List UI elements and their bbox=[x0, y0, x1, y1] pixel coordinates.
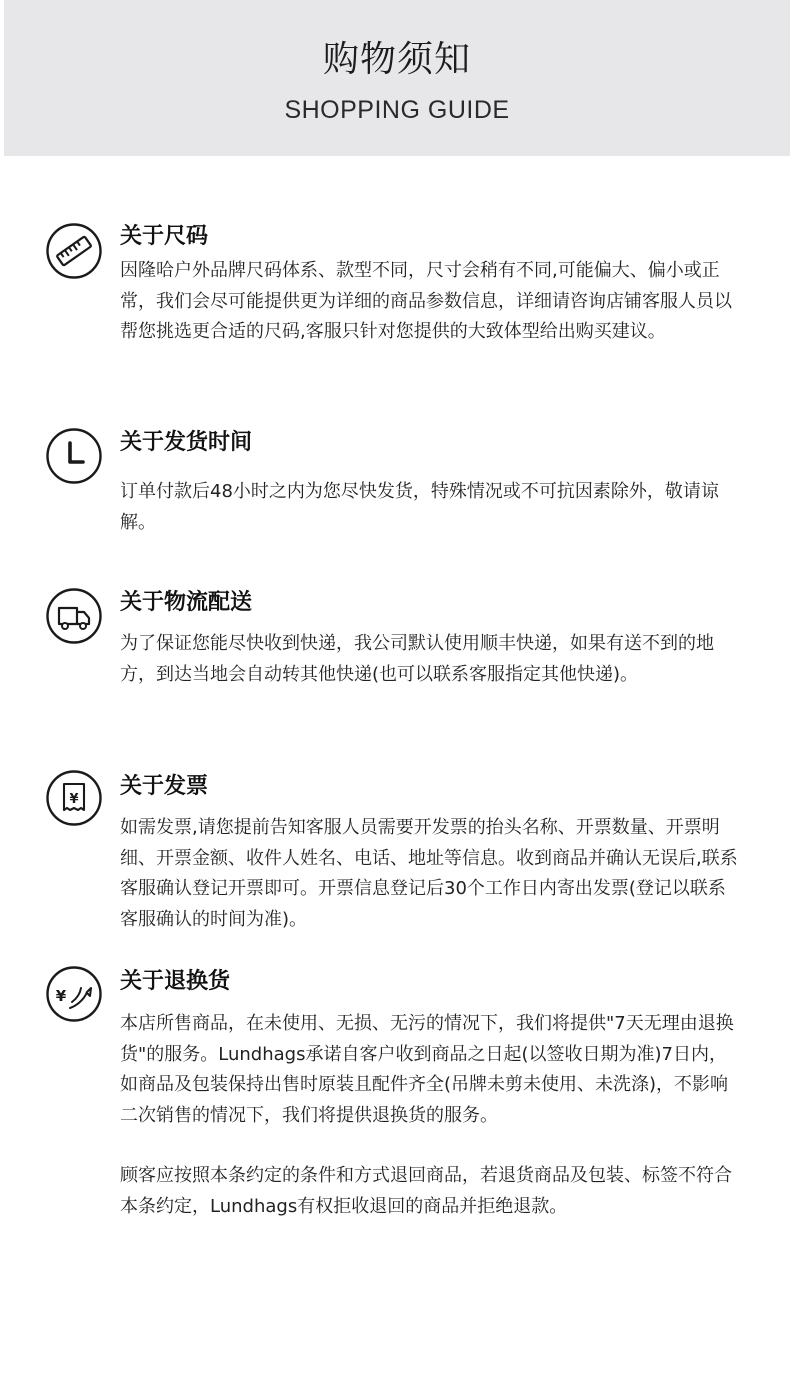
money-return-icon bbox=[46, 966, 102, 1022]
section-paragraph: 如需发票,请您提前告知客服人员需要开发票的抬头名称、开票数量、开票明细、开票金额、收件人姓名、电话、地址等信息。收到商品并确认无误后,联系客服确认登记开票即可。开票信息登记后30个工作日内寄出发票(登记以联系客服确认的时间为准)。 bbox=[120, 817, 738, 930]
ruler-icon bbox=[46, 223, 102, 279]
delivery-truck-icon bbox=[46, 588, 102, 644]
section-title: 关于物流配送 bbox=[120, 590, 253, 615]
section-body bbox=[120, 813, 740, 935]
clock-icon bbox=[46, 428, 102, 484]
section-paragraph: 订单付款后48小时之内为您尽快发货，特殊情况或不可抗因素除外，敬请谅解。 bbox=[120, 481, 719, 533]
page-header bbox=[4, 0, 790, 156]
section-body bbox=[120, 1009, 740, 1222]
section-paragraph: 本店所售商品，在未使用、无损、无污的情况下，我们将提供"7天无理由退换货"的服务。Lundhags承诺自客户收到商品之日起(以签收日期为准)7日内，如商品及包装保持出售时原装且配件齐全(吊牌未剪未使用、未洗涤)，不影响二次销售的情况下，我们将提供退换货的服务。 bbox=[120, 1013, 734, 1126]
section-body bbox=[120, 477, 740, 538]
section-paragraph: 顾客应按照本条约定的条件和方式退回商品，若退货商品及包装、标签不符合本条约定，Lundhags有权拒收退回的商品并拒绝退款。 bbox=[120, 1165, 732, 1217]
section-title: 关于发货时间 bbox=[120, 430, 253, 455]
svg-text:¥: ¥ bbox=[69, 792, 79, 807]
section-title: 关于退换货 bbox=[120, 969, 231, 994]
section-body bbox=[120, 256, 740, 348]
section-body bbox=[120, 629, 740, 690]
svg-text:¥: ¥ bbox=[55, 987, 67, 1005]
page-title: 购物须知 bbox=[322, 39, 471, 80]
section-title: 关于尺码 bbox=[120, 224, 209, 249]
invoice-icon bbox=[46, 770, 102, 826]
section-paragraph: 为了保证您能尽快收到快递，我公司默认使用顺丰快递，如果有送不到的地方，到达当地会自动转其他快递(也可以联系客服指定其他快递)。 bbox=[120, 633, 714, 685]
section-paragraph: 因隆哈户外品牌尺码体系、款型不同，尺寸会稍有不同,可能偏大、偏小或正常，我们会尽可能提供更为详细的商品参数信息，详细请咨询店铺客服人员以帮您挑选更合适的尺码,客服只针对您提供的大致体型给出购买建议。 bbox=[120, 260, 732, 342]
section-title: 关于发票 bbox=[120, 774, 209, 799]
page-subtitle: SHOPPING GUIDE bbox=[284, 96, 510, 124]
